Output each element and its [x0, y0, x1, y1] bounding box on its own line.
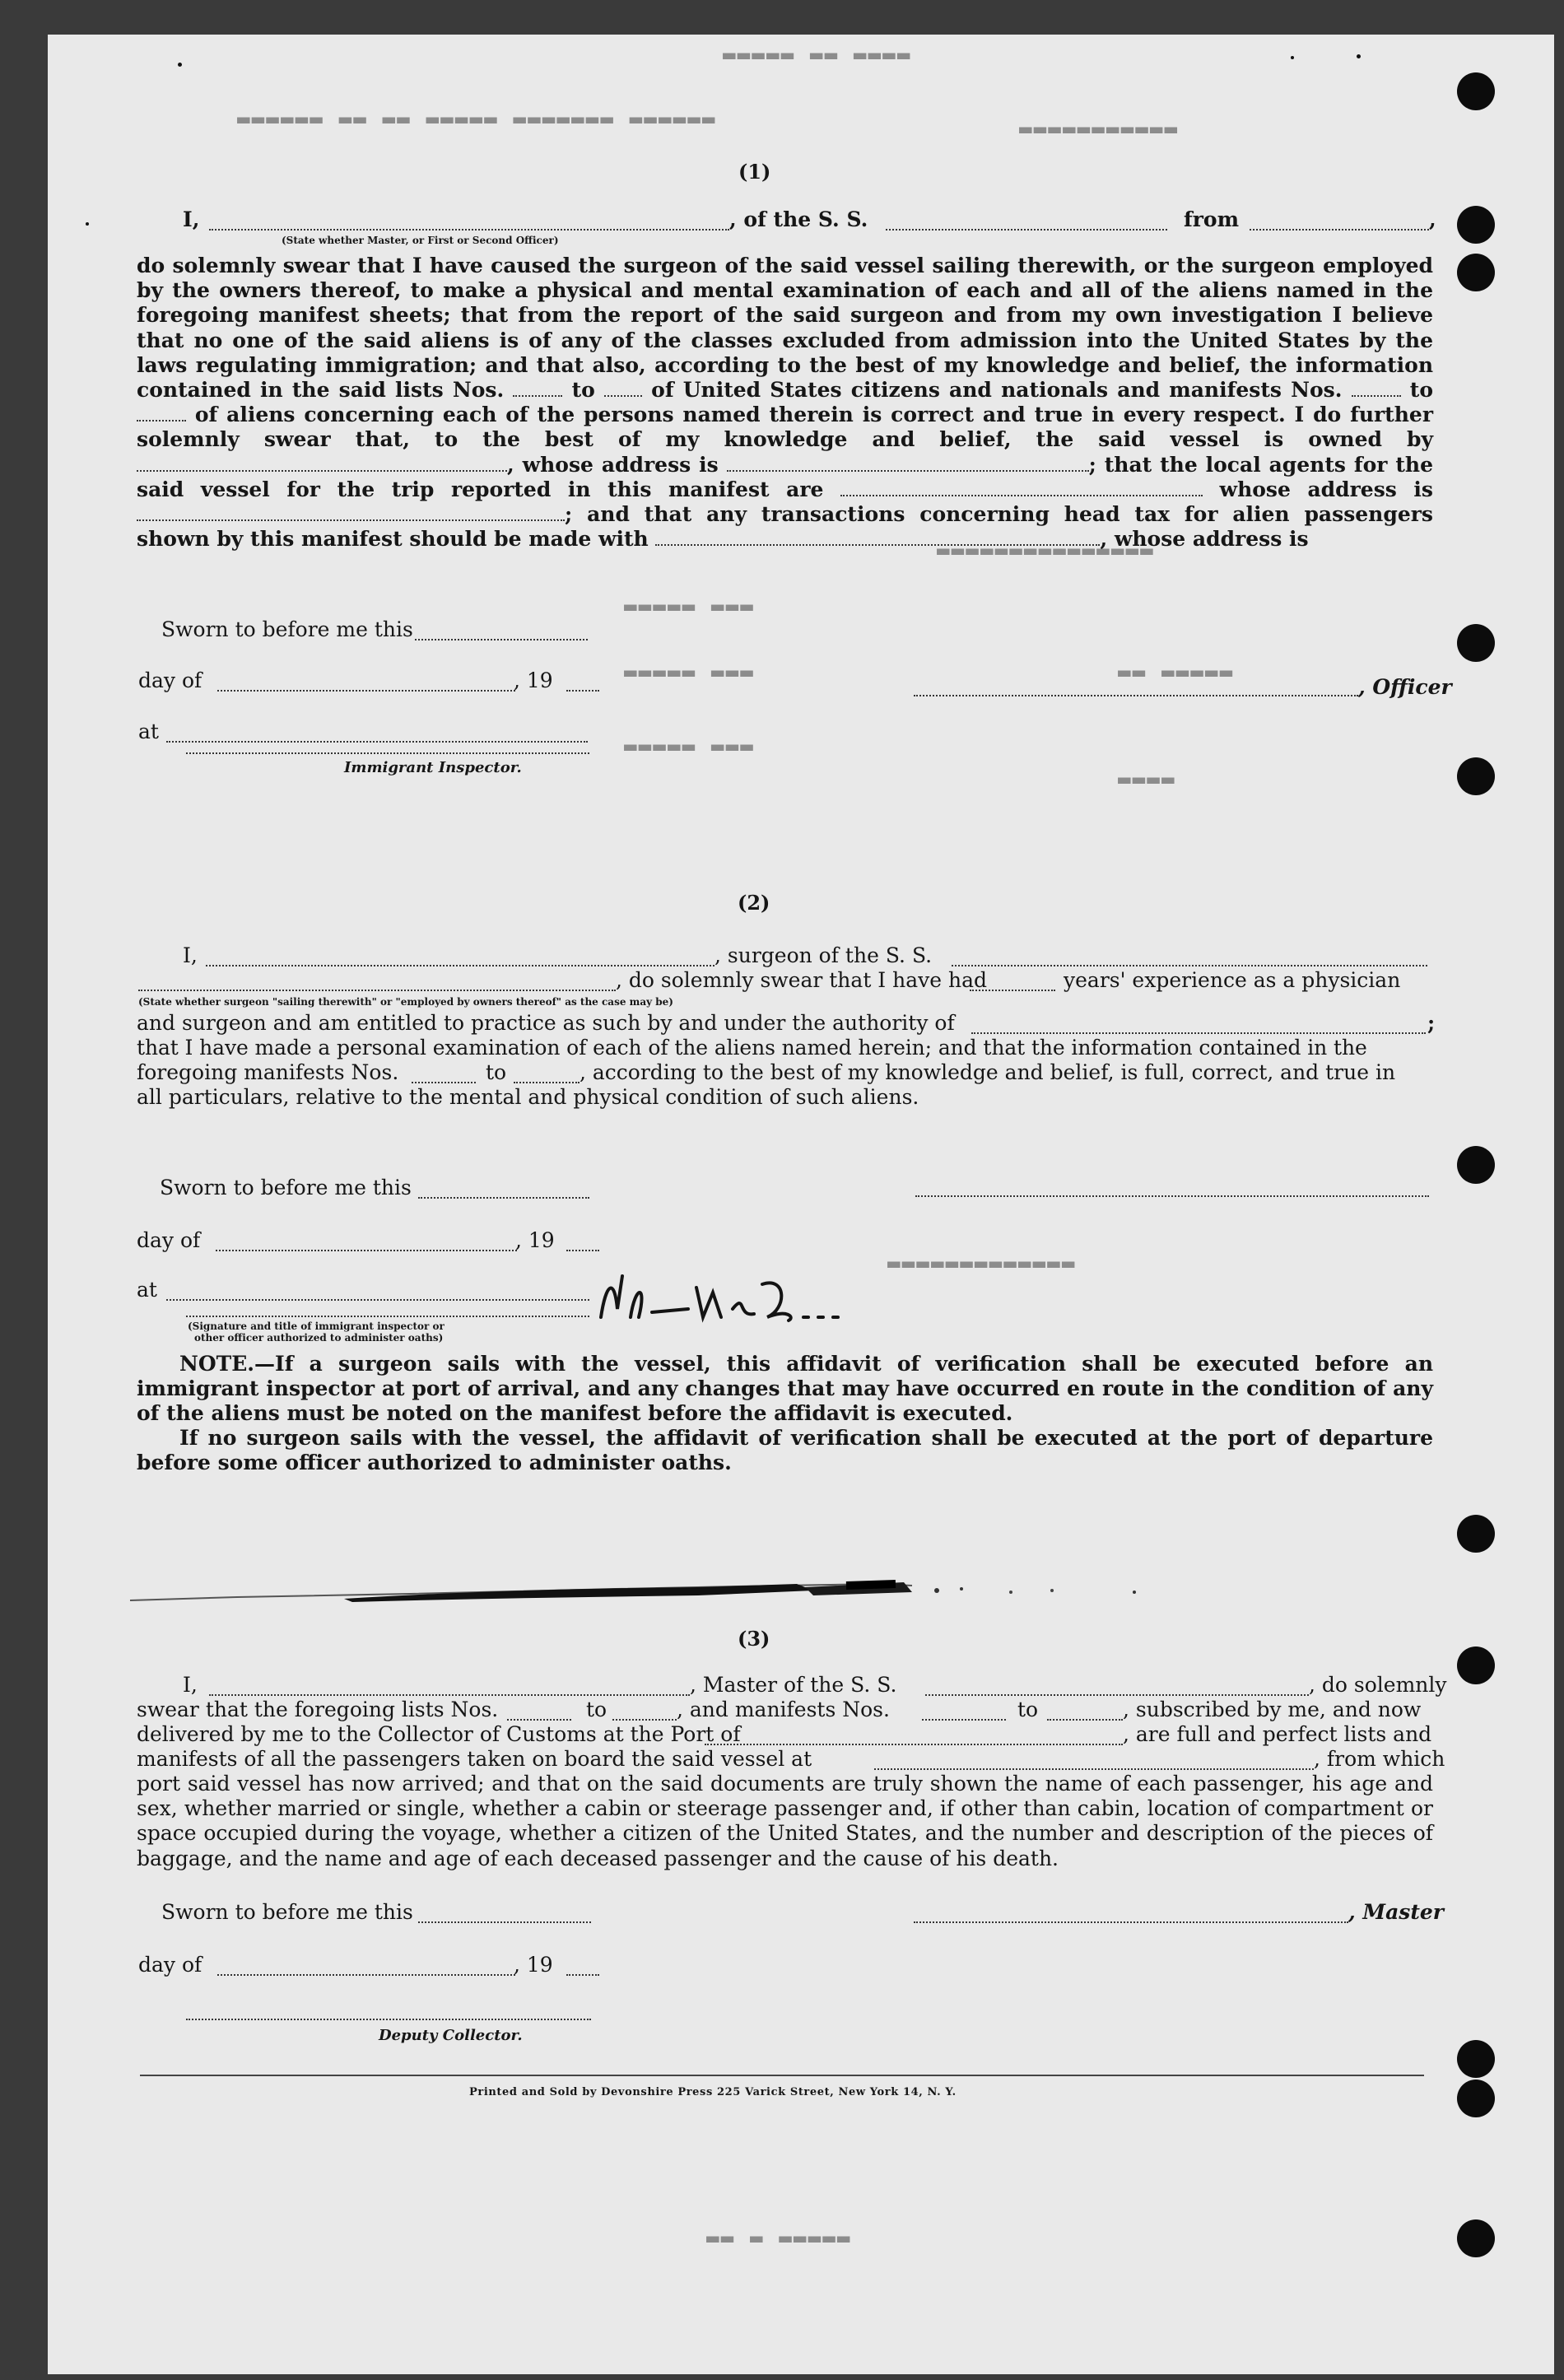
whose-address-label: , whose address is: [1100, 527, 1309, 552]
delivered-text: delivered by me to the Collector of Customs at the Port of: [137, 1722, 741, 1746]
ink-speck: [1357, 54, 1361, 58]
surgeon-signature-field[interactable]: [915, 1195, 1429, 1197]
years-field[interactable]: [970, 990, 1055, 991]
foregoing-manifests-label: foregoing manifests Nos.: [137, 1060, 399, 1084]
section-1-body: [137, 254, 1433, 552]
embarkation-port-field[interactable]: [874, 1768, 1314, 1770]
day-of-label: day of: [138, 668, 202, 692]
lists-to-field[interactable]: [612, 1719, 677, 1721]
day-of-field[interactable]: [217, 1974, 515, 1976]
from-port-field[interactable]: [1250, 229, 1429, 231]
master-signature-field[interactable]: [914, 1921, 1348, 1923]
bleed-through-text: ▬▬▬▬▬▬▬▬▬▬▬▬▬▬▬: [937, 538, 1155, 563]
ink-speck: [178, 63, 182, 67]
local-agents-field[interactable]: [840, 495, 1203, 496]
manifests-to-field[interactable]: [514, 1082, 580, 1083]
master-name-field[interactable]: [209, 1694, 690, 1696]
semicolon: ;: [1427, 1011, 1436, 1035]
section-1-body-text: do solemnly swear that I have caused the surgeon of the said vessel sailing therewith, or the surgeon employed by the owners thereof, to make a physical and mental examination of each and all of the aliens named in the foregoing manifest sheets; that from the report of the said surgeon and from my own investigation I believe that no one of the said aliens is of any of the classes excluded from admission into the United States by the laws regulating immigration; and that also, according to the best of my knowledge and belief, the information contained in the said lists Nos.: [137, 254, 1433, 403]
all-particulars-text: all particulars, relative to the mental and physical condition of such aliens.: [137, 1085, 919, 1109]
year-field[interactable]: [566, 690, 599, 692]
punch-hole: [1457, 624, 1495, 662]
master-label: , Master: [1348, 1900, 1444, 1924]
surgeon-status-note: (State whether surgeon "sailing therewith" or "employed by owners thereof" as the case may be): [138, 996, 673, 1008]
to-label: to: [1409, 378, 1433, 403]
punch-hole: [1457, 1646, 1495, 1684]
at-label: at: [138, 720, 159, 743]
head-tax-text: ; and that any transactions concerning head tax for alien passengers shown by this manifest should be made with: [137, 502, 1433, 552]
officer-label: , Officer: [1358, 675, 1452, 699]
from-label: from: [1184, 207, 1240, 231]
semicolon: ;: [1088, 452, 1096, 477]
bleed-through-text: ▬▬▬▬▬ ▬▬▬: [624, 660, 755, 685]
punch-hole: [1457, 2219, 1495, 2257]
swear-text: , do solemnly swear that I have had: [616, 968, 988, 992]
year-field[interactable]: [566, 1250, 599, 1251]
to-label: to: [571, 378, 595, 403]
printer-imprint: Printed and Sold by Devonshire Press 225 Varick Street, New York 14, N. Y.: [469, 2086, 957, 2098]
inspector-signature-field[interactable]: [186, 752, 589, 754]
to-label: to: [486, 1060, 507, 1084]
at-field[interactable]: [166, 1299, 589, 1301]
day-of-field[interactable]: [216, 1250, 517, 1251]
sworn-date-field[interactable]: [415, 639, 588, 640]
officer-signature-field[interactable]: [914, 695, 1358, 696]
to-label: to: [586, 1698, 607, 1721]
at-label: at: [137, 1278, 157, 1302]
master-of-label: , Master of the S. S.: [690, 1673, 897, 1697]
bleed-through-text: ▬▬▬▬▬ ▬▬▬: [624, 594, 755, 619]
swear-lists-text: swear that the foregoing lists Nos.: [137, 1698, 499, 1721]
port-field[interactable]: [705, 1744, 1123, 1745]
do-solemnly-text: , do solemnly: [1309, 1673, 1447, 1697]
citizens-manifests-text: of United States citizens and nationals and manifests Nos.: [651, 378, 1343, 403]
bleed-through-text: ▬▬▬▬▬ ▬▬▬: [624, 734, 755, 759]
deputy-signature-field[interactable]: [186, 2019, 591, 2020]
bleed-through-text: ▬▬▬▬▬▬ ▬▬ ▬▬ ▬▬▬▬▬ ▬▬▬▬▬▬▬ ▬▬▬▬▬▬: [237, 107, 717, 132]
lists-nos-from-field[interactable]: [513, 395, 562, 397]
surgeon-status-field[interactable]: [138, 990, 616, 991]
sworn-label: Sworn to before me this: [160, 1176, 412, 1199]
signature-note-line-2: other officer authorized to administer oaths): [194, 1332, 444, 1344]
whose-address-label: whose address is: [1219, 477, 1433, 501]
sworn-date-field[interactable]: [418, 1921, 591, 1923]
from-which-text: , from which: [1314, 1747, 1445, 1771]
handwritten-mark: [598, 1260, 910, 1334]
of-the-ss-label: , of the S. S.: [729, 207, 868, 231]
ink-smudge-divider: [122, 1574, 1192, 1607]
bleed-through-text: ▬▬▬▬▬▬▬▬▬▬▬: [1019, 117, 1180, 142]
bleed-through-text: ▬▬▬▬▬ ▬▬ ▬▬▬▬: [723, 43, 912, 68]
note-text: —If a surgeon sails with the vessel, this affidavit of verification shall be executed before an immigrant inspector at port of arrival, and any changes that may have occurred en route in the condition of any of the aliens must be noted on the manifest before the affidavit is executed.: [137, 1352, 1433, 1426]
section-1-i: I,: [183, 207, 200, 231]
authority-field[interactable]: [971, 1032, 1426, 1034]
lists-nos-to-field[interactable]: [604, 395, 642, 397]
section-1-heading: (1): [738, 160, 771, 184]
exam-text: that I have made a personal examination of each of the aliens named herein; and that the information contained in the: [137, 1036, 1367, 1060]
ink-speck: [86, 222, 89, 226]
punch-hole: [1457, 2080, 1495, 2117]
punch-hole: [1457, 2040, 1495, 2078]
note-label: NOTE.: [179, 1352, 254, 1376]
bleed-through-text: ▬▬ ▬ ▬▬▬▬▬: [706, 2226, 852, 2251]
subscribed-text: , subscribed by me, and now: [1123, 1698, 1422, 1721]
at-field[interactable]: [166, 741, 588, 743]
year-label: , 19: [514, 668, 553, 692]
year-label: , 19: [514, 1953, 553, 1977]
immigrant-inspector-label: Immigrant Inspector.: [344, 759, 522, 776]
sworn-date-field[interactable]: [418, 1197, 589, 1199]
sworn-label: Sworn to before me this: [161, 1900, 413, 1924]
manifests-from-field[interactable]: [412, 1082, 476, 1083]
and-manifests-text: , and manifests Nos.: [677, 1698, 890, 1721]
punch-hole: [1457, 254, 1495, 291]
vessel-name-field[interactable]: [886, 229, 1167, 231]
agents-address-field[interactable]: [137, 519, 565, 521]
ink-speck: [1291, 56, 1294, 59]
note-paragraph-2: If no surgeon sails with the vessel, the affidavit of verification shall be executed at the port of departure before some officer authorized to administer oaths.: [137, 1426, 1433, 1475]
punch-hole: [1457, 757, 1495, 795]
head-tax-field[interactable]: [655, 544, 1100, 546]
year-field[interactable]: [566, 1974, 599, 1976]
according-text: , according to the best of my knowledge and belief, is full, correct, and true in: [580, 1060, 1396, 1084]
surgeon-vessel-field[interactable]: [952, 965, 1427, 966]
full-perfect-text: , are full and perfect lists and: [1123, 1722, 1432, 1746]
officer-field-note: (State whether Master, or First or Second Officer): [282, 235, 559, 246]
section-3-i: I,: [183, 1673, 198, 1697]
bleed-through-text: ▬▬▬▬▬▬▬▬▬▬▬▬▬: [887, 1251, 1077, 1276]
lists-from-field[interactable]: [507, 1719, 571, 1721]
punch-hole: [1457, 72, 1495, 110]
bleed-through-text: ▬▬▬▬: [1118, 767, 1176, 792]
section-3-heading: (3): [738, 1627, 770, 1651]
section-3-body: port said vessel has now arrived; and that on the said documents are truly shown the name of each passenger, his age and sex, whether married or single, whether a cabin or steerage passenger and, if other than cabin, location of compartment or space occupied during the voyage, whether a citizen of the United States, and the number and description of the pieces of baggage, and the name and age of each deceased passenger and the cause of his death.: [137, 1772, 1433, 1870]
signature-note-line-1: (Signature and title of immigrant inspector or: [188, 1320, 445, 1332]
note-paragraph: [137, 1352, 1433, 1427]
signature-title-line[interactable]: [186, 1316, 589, 1317]
comma: ,: [1429, 207, 1436, 231]
manifests-from-field[interactable]: [922, 1719, 1006, 1721]
deputy-collector-label: Deputy Collector.: [379, 2027, 523, 2044]
local-agents-text: that the local agents for the said vessel for the trip reported in this manifest are: [137, 452, 1433, 501]
manifest-page: [48, 35, 1554, 2374]
year-label: , 19: [515, 1228, 555, 1252]
surgeon-of-label: , surgeon of the S. S.: [715, 943, 933, 967]
punch-hole: [1457, 1146, 1495, 1184]
officer-field[interactable]: [209, 229, 729, 231]
to-label: to: [1017, 1698, 1039, 1721]
punch-hole: [1457, 206, 1495, 244]
manifests-to-field[interactable]: [1047, 1719, 1123, 1721]
day-of-field[interactable]: [217, 690, 515, 692]
manifests-nos-from-field[interactable]: [1352, 395, 1401, 397]
punch-hole: [1457, 1515, 1495, 1553]
section-2-heading: (2): [738, 891, 770, 915]
manifests-passengers-text: manifests of all the passengers taken on board the said vessel at: [137, 1747, 812, 1771]
day-of-label: day of: [137, 1228, 201, 1252]
owner-address-field[interactable]: [727, 470, 1089, 472]
owner-field[interactable]: [137, 470, 507, 472]
authority-text: and surgeon and am entitled to practice as such by and under the authority of: [137, 1011, 955, 1035]
bleed-through-text: ▬▬ ▬▬▬▬▬: [1118, 660, 1235, 685]
surgeon-name-field[interactable]: [206, 965, 715, 966]
manifests-nos-to-field[interactable]: [137, 420, 186, 422]
footer-rule: [140, 2075, 1424, 2076]
whose-address-label: , whose address is: [507, 452, 719, 477]
day-of-label: day of: [138, 1953, 202, 1977]
owned-by-text: of aliens concerning each of the persons named therein is correct and true in every respect. I do further solemnly swear that, to the best of my knowledge and belief, the said vessel is owned by: [137, 403, 1433, 452]
years-experience-text: years' experience as a physician: [1064, 968, 1401, 992]
master-vessel-field[interactable]: [925, 1694, 1309, 1696]
sworn-label: Sworn to before me this: [161, 617, 413, 641]
section-2-i: I,: [183, 943, 198, 967]
